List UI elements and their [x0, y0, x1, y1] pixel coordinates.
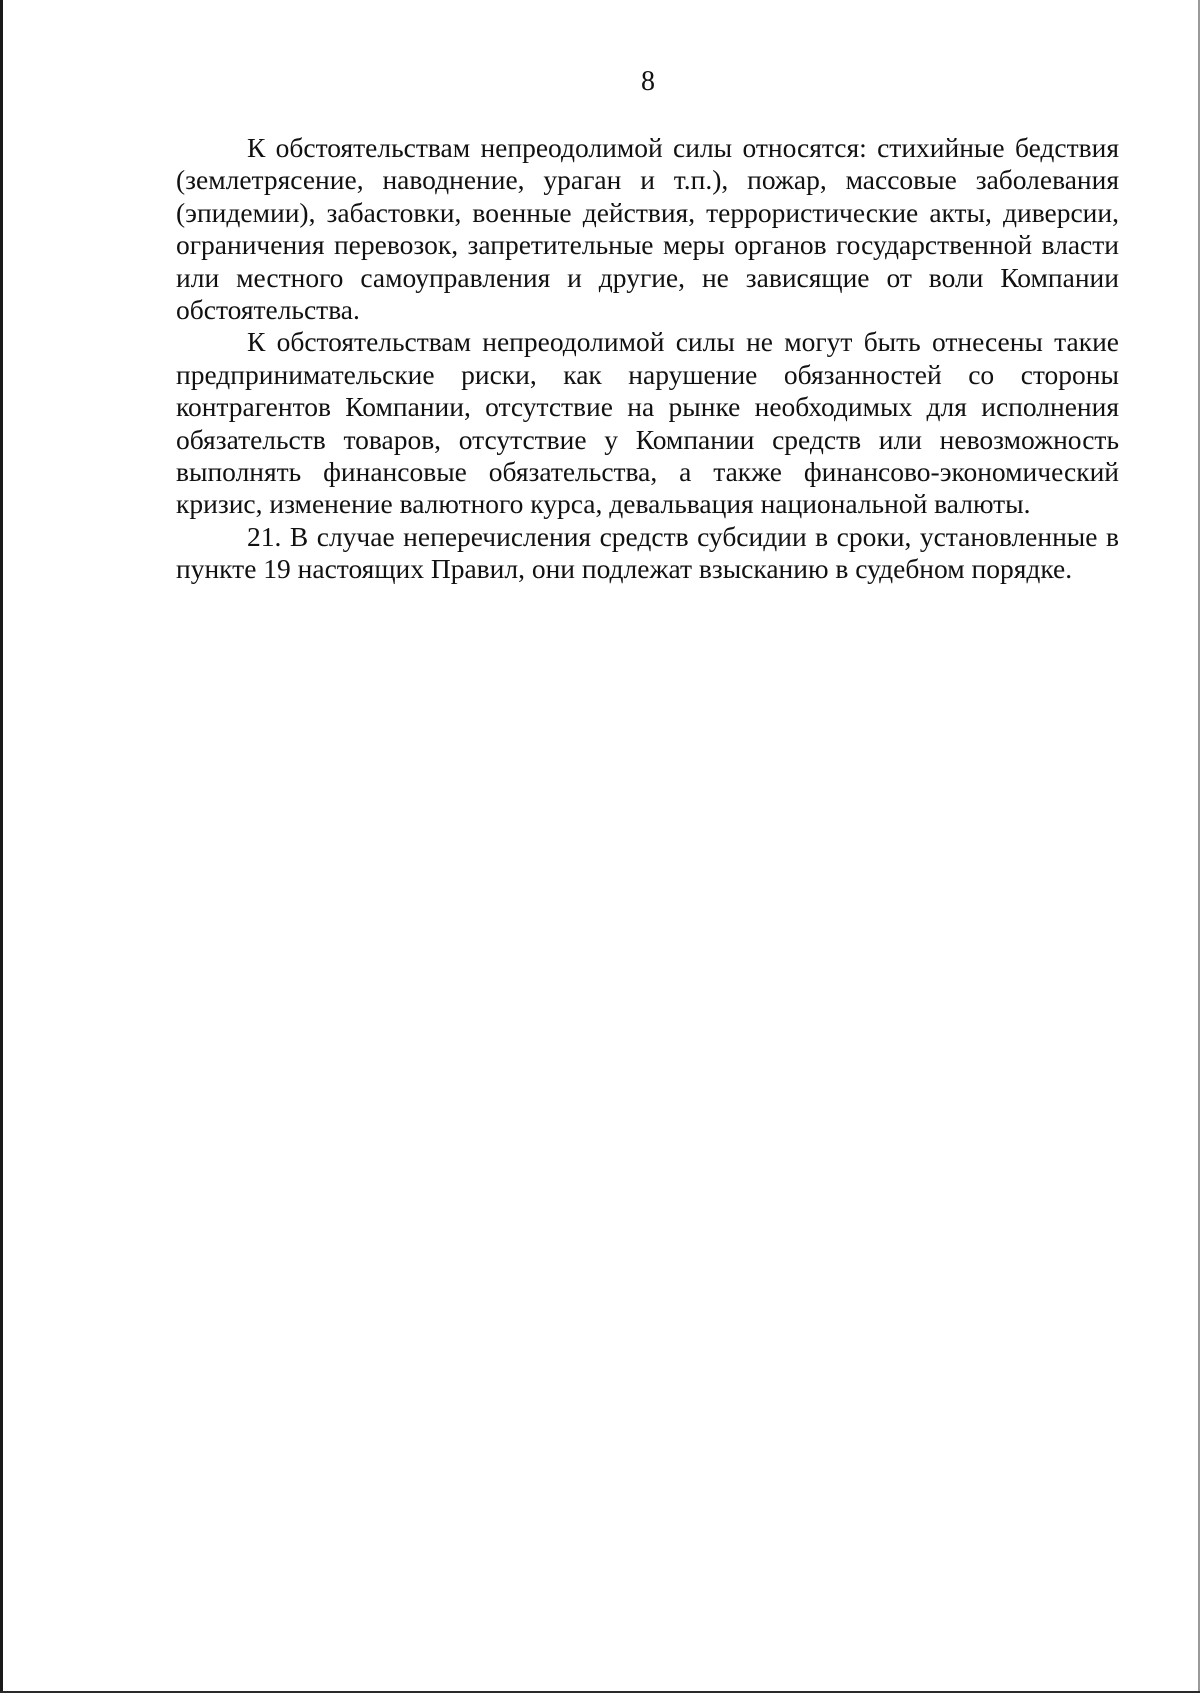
document-body	[176, 132, 1119, 586]
paragraph-force-majeure-exclusions: К обстоятельствам непреодолимой силы не могут быть отнесены такие предпринимательские риски, как нарушение обязанностей со стороны контрагентов Компании, отсутствие на рынке необходимых для исполнения обязательств товаров, отсутствие у Компании средств или невозможность выполнять финансовые обязательства, а также финансово-экономический кризис, изменение валютного курса, девальвация национальной валюты.	[176, 326, 1119, 520]
paragraph-force-majeure-list: К обстоятельствам непреодолимой силы относятся: стихийные бедствия (землетрясение, наводнение, ураган и т.п.), пожар, массовые заболевания (эпидемии), забастовки, военные действия, террористические акты, диверсии, ограничения перевозок, запретительные меры органов государственной власти или местного самоуправления и другие, не зависящие от воли Компании обстоятельства.	[176, 132, 1119, 326]
paragraph-clause-21: 21. В случае неперечисления средств субсидии в сроки, установленные в пункте 19 настоящих Правил, они подлежат взысканию в судебном порядке.	[176, 520, 1119, 585]
scan-edge-left	[0, 0, 3, 1693]
page-number: 8	[641, 66, 655, 97]
